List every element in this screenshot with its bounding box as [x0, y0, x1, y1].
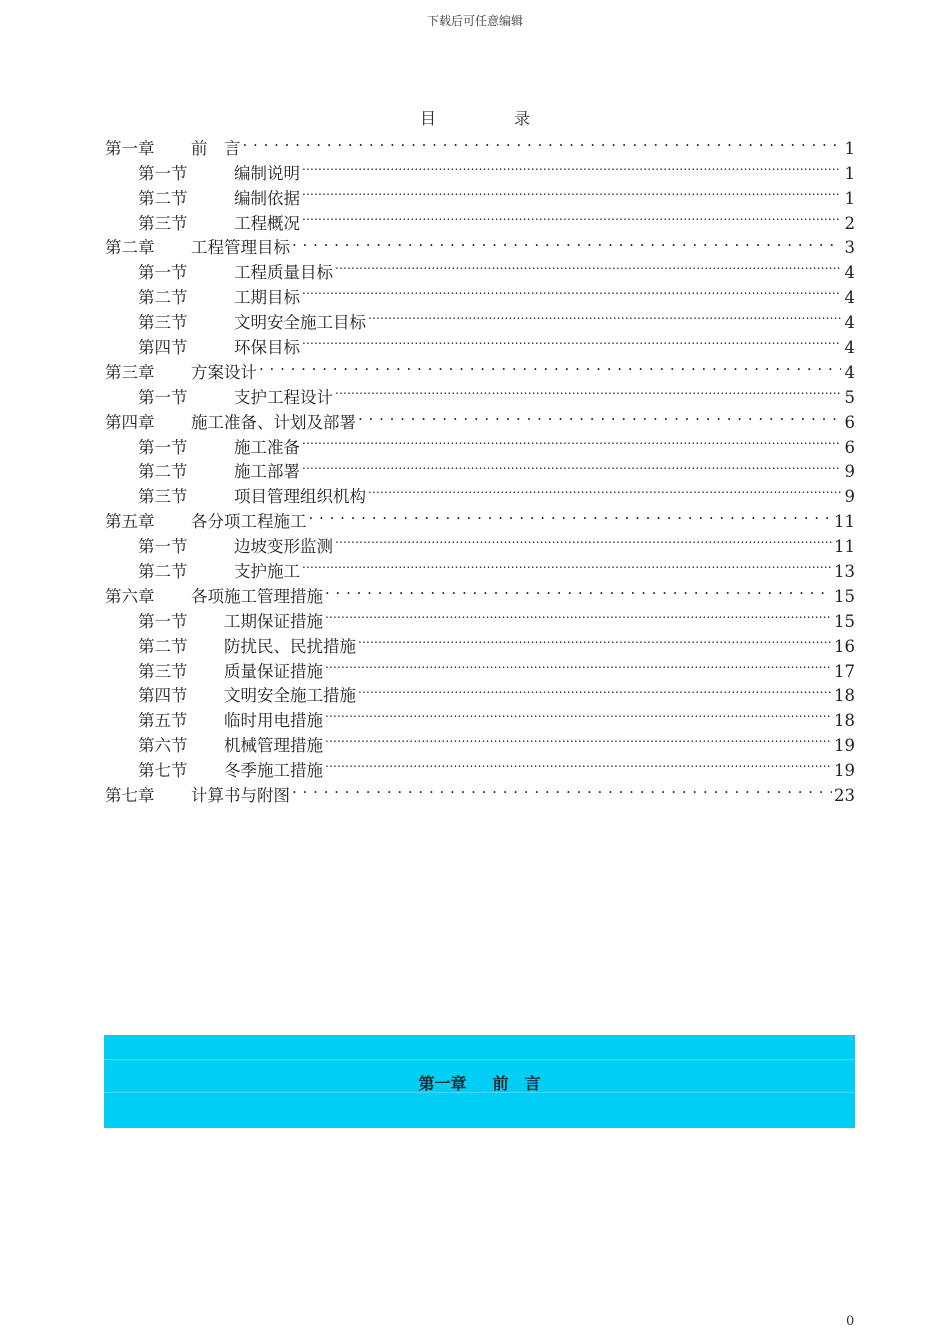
toc-entry-page: 18 — [834, 711, 855, 731]
toc-entry-number: 第一节 — [138, 437, 188, 457]
toc-entry-title: 工程质量目标 — [234, 263, 333, 283]
toc-entry-title: 各项施工管理措施 — [191, 586, 323, 606]
toc-dot-leader — [292, 776, 832, 801]
toc-entry-title: 支护施工 — [234, 562, 300, 582]
toc-entry-page: 1 — [844, 138, 855, 158]
toc-entry-page: 23 — [834, 786, 855, 806]
toc-entry-title: 方案设计 — [191, 362, 257, 382]
table-of-contents — [105, 129, 855, 806]
toc-dot-leader — [335, 527, 832, 552]
toc-entry-page: 15 — [834, 586, 855, 606]
toc-entry-page: 19 — [834, 761, 855, 781]
toc-dot-leader — [292, 229, 841, 254]
toc-entry-number: 第六章 — [105, 586, 155, 606]
toc-title — [0, 106, 950, 129]
toc-entry-number: 第三节 — [138, 661, 188, 681]
toc-dot-leader — [325, 701, 832, 726]
toc-dot-leader — [302, 552, 832, 577]
toc-dot-leader — [325, 577, 832, 602]
toc-dot-leader — [259, 353, 841, 378]
toc-entry-page: 5 — [844, 387, 855, 407]
toc-entry-number: 第四章 — [105, 412, 155, 432]
toc-entry-page: 9 — [844, 487, 855, 507]
toc-entry-page: 19 — [834, 736, 855, 756]
toc-entry-title: 文明安全施工目标 — [234, 313, 366, 333]
toc-dot-leader — [358, 677, 832, 702]
toc-entry-title: 施工准备、计划及部署 — [191, 412, 356, 432]
toc-entry-number: 第三节 — [138, 213, 188, 233]
toc-dot-leader — [368, 303, 841, 328]
toc-entry-number: 第三节 — [138, 487, 188, 507]
toc-dot-leader — [302, 453, 841, 478]
chapter-banner-title — [104, 1071, 855, 1094]
toc-entry-page: 15 — [834, 611, 855, 631]
toc-entry-title: 质量保证措施 — [224, 661, 323, 681]
toc-dot-leader — [309, 502, 833, 527]
toc-entry-page: 4 — [844, 313, 855, 333]
toc-entry-number: 第一节 — [138, 611, 188, 631]
toc-entry-number: 第三节 — [138, 313, 188, 333]
toc-entry-title: 工期保证措施 — [224, 611, 323, 631]
toc-entry-title: 支护工程设计 — [234, 387, 333, 407]
toc-entry-number: 第四节 — [138, 338, 188, 358]
toc-dot-leader — [325, 602, 832, 627]
page-header: 下载后可任意编辑 — [426, 14, 523, 28]
toc-entry-number: 第一节 — [138, 537, 188, 557]
toc-entry-title: 机械管理措施 — [224, 736, 323, 756]
toc-dot-leader — [325, 726, 832, 751]
toc-dot-leader — [325, 652, 832, 677]
toc-entry-number: 第二节 — [138, 188, 188, 208]
toc-entry-title: 计算书与附图 — [191, 786, 290, 806]
toc-entry-page: 4 — [844, 362, 855, 382]
toc-dot-leader — [302, 179, 841, 204]
toc-entry-title: 工程概况 — [234, 213, 300, 233]
toc-entry-title: 各分项工程施工 — [191, 512, 307, 532]
toc-entry-page: 9 — [844, 462, 855, 482]
toc-entry-title: 编制说明 — [234, 163, 300, 183]
toc-entry-page: 16 — [834, 636, 855, 656]
toc-entry-title: 防扰民、民扰措施 — [224, 636, 356, 656]
toc-entry-page: 4 — [844, 263, 855, 283]
toc-entry-title: 前 言 — [191, 138, 241, 158]
toc-entry-title: 边坡变形监测 — [234, 537, 333, 557]
toc-entry-number: 第一节 — [138, 263, 188, 283]
toc-entry-page: 11 — [834, 537, 855, 557]
toc-entry-number: 第二节 — [138, 636, 188, 656]
toc-entry-number: 第一章 — [105, 138, 155, 158]
toc-dot-leader — [335, 253, 841, 278]
toc-entry-page: 17 — [834, 661, 855, 681]
toc-dot-leader — [302, 328, 841, 353]
toc-dot-leader — [335, 378, 841, 403]
toc-entry-number: 第四节 — [138, 686, 188, 706]
toc-entry-page: 13 — [834, 562, 855, 582]
toc-dot-leader — [302, 278, 841, 303]
toc-entry-title: 施工准备 — [234, 437, 300, 457]
toc-entry-title: 项目管理组织机构 — [234, 487, 366, 507]
toc-entry-number: 第七节 — [138, 761, 188, 781]
toc-entry-title: 环保目标 — [234, 338, 300, 358]
toc-entry-number: 第二节 — [138, 462, 188, 482]
banner-chapter-title: 前 言 — [492, 1074, 541, 1093]
toc-entry-page: 18 — [834, 686, 855, 706]
toc-dot-leader — [358, 627, 832, 652]
toc-title-left: 目 — [419, 109, 436, 128]
toc-entry-title: 临时用电措施 — [224, 711, 323, 731]
toc-dot-leader — [302, 204, 841, 229]
toc-dot-leader — [358, 403, 841, 428]
toc-entry-title: 冬季施工措施 — [224, 761, 323, 781]
toc-dot-leader — [243, 129, 842, 154]
page-number: 0 — [846, 1314, 855, 1329]
toc-entry-number: 第七章 — [105, 786, 155, 806]
toc-chapter-entry[interactable] — [105, 129, 855, 158]
toc-entry-title: 工程管理目标 — [191, 238, 290, 258]
banner-chapter-number: 第一章 — [418, 1074, 467, 1093]
toc-entry-title: 工期目标 — [234, 288, 300, 308]
toc-entry-number: 第一节 — [138, 387, 188, 407]
toc-entry-number: 第六节 — [138, 736, 188, 756]
toc-title-right: 录 — [514, 109, 531, 128]
toc-entry-page: 6 — [844, 437, 855, 457]
toc-entry-number: 第二节 — [138, 562, 188, 582]
toc-entry-page: 3 — [844, 238, 855, 258]
toc-entry-number: 第三章 — [105, 362, 155, 382]
toc-dot-leader — [302, 154, 841, 179]
toc-entry-title: 施工部署 — [234, 462, 300, 482]
toc-entry-number: 第二章 — [105, 238, 155, 258]
toc-dot-leader — [302, 428, 841, 453]
toc-entry-number: 第二节 — [138, 288, 188, 308]
toc-entry-page: 1 — [844, 188, 855, 208]
toc-entry-page: 1 — [844, 163, 855, 183]
toc-entry-number: 第一节 — [138, 163, 188, 183]
toc-entry-page: 4 — [844, 338, 855, 358]
toc-entry-page: 11 — [834, 512, 855, 532]
toc-entry-page: 2 — [844, 213, 855, 233]
toc-entry-page: 6 — [844, 412, 855, 432]
toc-entry-title: 文明安全施工措施 — [224, 686, 356, 706]
toc-dot-leader — [325, 751, 832, 776]
toc-entry-title: 编制依据 — [234, 188, 300, 208]
toc-entry-number: 第五章 — [105, 512, 155, 532]
toc-entry-number: 第五节 — [138, 711, 188, 731]
toc-entry-page: 4 — [844, 288, 855, 308]
toc-dot-leader — [368, 477, 841, 502]
